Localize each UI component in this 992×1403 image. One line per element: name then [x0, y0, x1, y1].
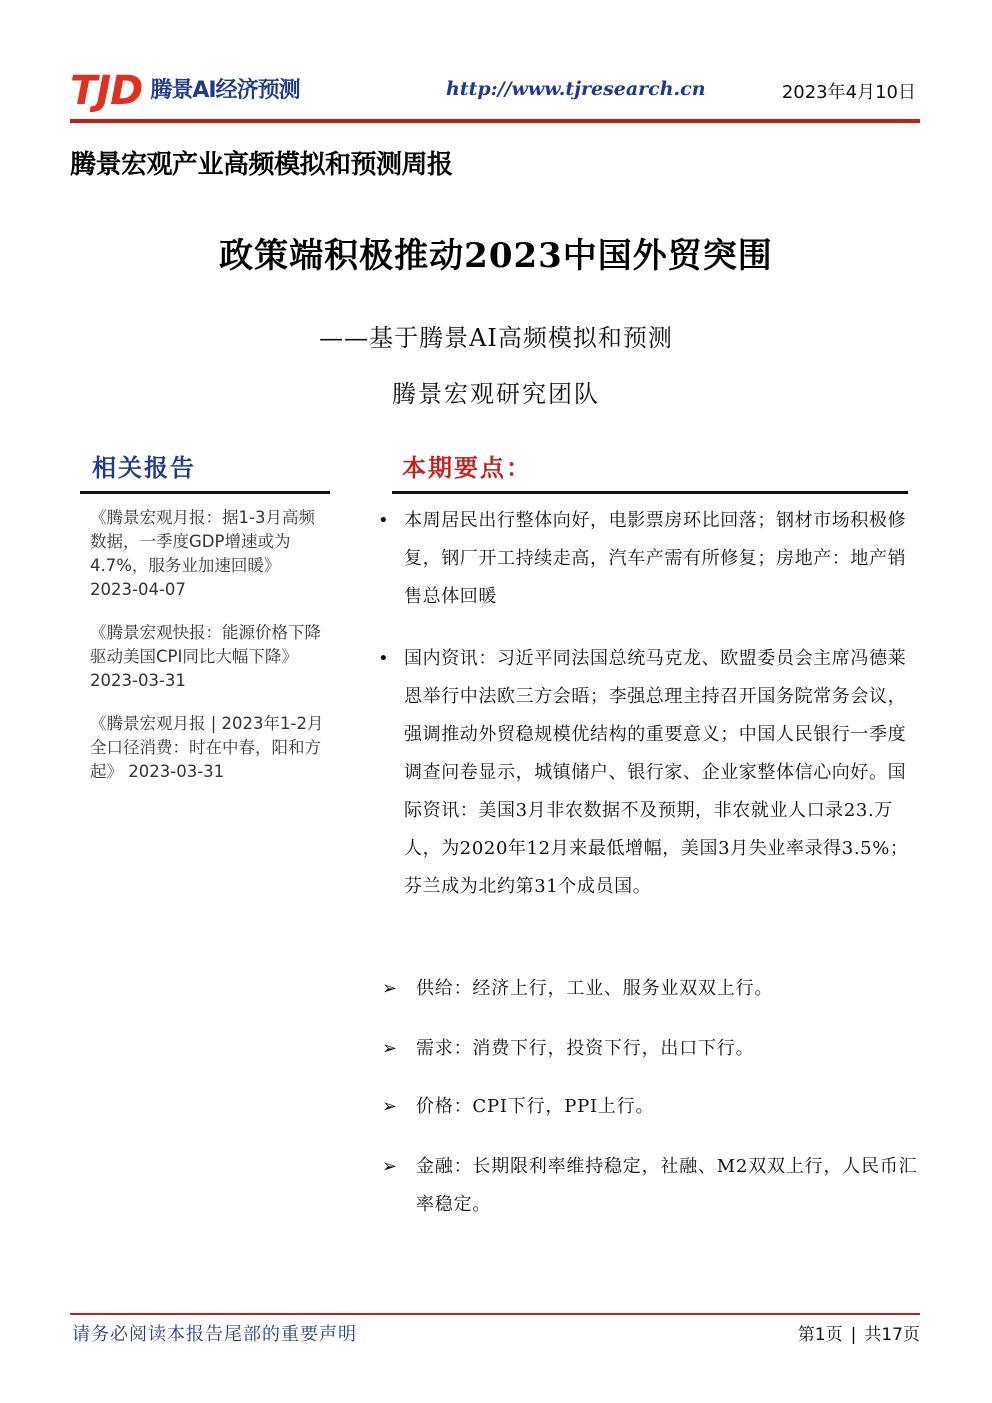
report-title: 政策端积极推动2023中国外贸突围 [219, 236, 773, 276]
key-point-text: 供给：经济上行，工业、服务业双双上行。 [416, 978, 774, 999]
related-reports [80, 448, 330, 803]
related-item[interactable] [90, 506, 330, 602]
key-point-arrow-item [382, 970, 920, 1008]
author-team: 腾景宏观研究团队 [392, 380, 600, 408]
page-separator: | [850, 1325, 857, 1345]
bullet-icon: • [378, 510, 389, 531]
arrow-bullet-icon: ➢ [382, 978, 398, 999]
related-item[interactable] [90, 712, 330, 784]
related-item-title: 《腾景宏观月报：据1-3月高频数据，一季度GDP增速或为4.7%，服务业加速回暖》 [90, 508, 315, 575]
key-point-bullet [378, 640, 920, 906]
key-point-bullet [378, 502, 920, 616]
page-number: 第1页 [797, 1325, 843, 1345]
page-header [70, 66, 920, 118]
related-item-title: 《腾景宏观月报 | 2023年1-2月全口径消费：时在中春，阳和方起》 [90, 714, 324, 781]
related-item-date: 2023-03-31 [90, 671, 186, 690]
key-points-divider [392, 491, 908, 494]
key-points-heading: 本期要点： [402, 453, 532, 482]
related-item-date: 2023-04-07 [90, 580, 186, 599]
arrow-bullet-icon: ➢ [382, 1038, 398, 1059]
arrow-bullet-icon: ➢ [382, 1156, 398, 1177]
page-indicator [798, 1320, 920, 1345]
key-point-text: 需求：消费下行，投资下行，出口下行。 [416, 1038, 755, 1059]
key-points [378, 448, 920, 1215]
footer-divider [70, 1313, 920, 1315]
bullet-icon: • [378, 648, 389, 669]
logo-text: 腾景AI经济预测 [150, 78, 300, 103]
related-divider [80, 491, 330, 494]
key-point-text: 金融：长期限利率维持稳定，社融、M2双双上行，人民币汇率稳定。 [416, 1156, 918, 1215]
logo-mark: TJD [70, 68, 143, 114]
related-item-date: 2023-03-31 [128, 762, 225, 781]
header-divider [70, 119, 920, 123]
series-title: 腾景宏观产业高频模拟和预测周报 [70, 150, 453, 180]
report-date: 2023年4月10日 [781, 82, 916, 103]
disclaimer-notice: 请务必阅读本报告尾部的重要声明 [72, 1324, 357, 1345]
key-point-text: 价格：CPI下行，PPI上行。 [416, 1096, 655, 1117]
related-item[interactable] [90, 621, 330, 693]
key-point-text: 本周居民出行整体向好，电影票房环比回落；钢材市场积极修复，钢厂开工持续走高，汽车产需有所修复；房地产：地产销售总体回暖 [404, 510, 907, 607]
report-subtitle: ——基于腾景AI高频模拟和预测 [319, 324, 673, 352]
website-link[interactable]: http://www.tjresearch.cn [446, 78, 706, 100]
arrow-bullet-icon: ➢ [382, 1096, 398, 1117]
related-list [80, 506, 330, 784]
key-point-arrow-item [382, 1088, 920, 1126]
key-point-arrow-item [382, 1030, 920, 1068]
key-point-text: 国内资讯：习近平同法国总统马克龙、欧盟委员会主席冯德莱恩举行中法欧三方会晤；李强总理主持召开国务院常务会议，强调推动外贸稳规模优结构的重要意义；中国人民银行一季度调查问卷显示，城镇储户、银行家、企业家整体信心向好。国际资讯：美国3月非农数据不及预期，非农就业人口录23.万人，为2020年12月来最低增幅，美国3月失业率录得3.5%；芬兰成为北约第31个成员国。 [404, 648, 909, 897]
key-point-arrow-item [382, 1148, 920, 1224]
related-item-title: 《腾景宏观快报：能源价格下降驱动美国CPI同比大幅下降》 [90, 623, 321, 666]
company-logo [70, 70, 300, 112]
related-heading: 相关报告 [92, 453, 196, 482]
page-total: 共17页 [864, 1325, 920, 1345]
